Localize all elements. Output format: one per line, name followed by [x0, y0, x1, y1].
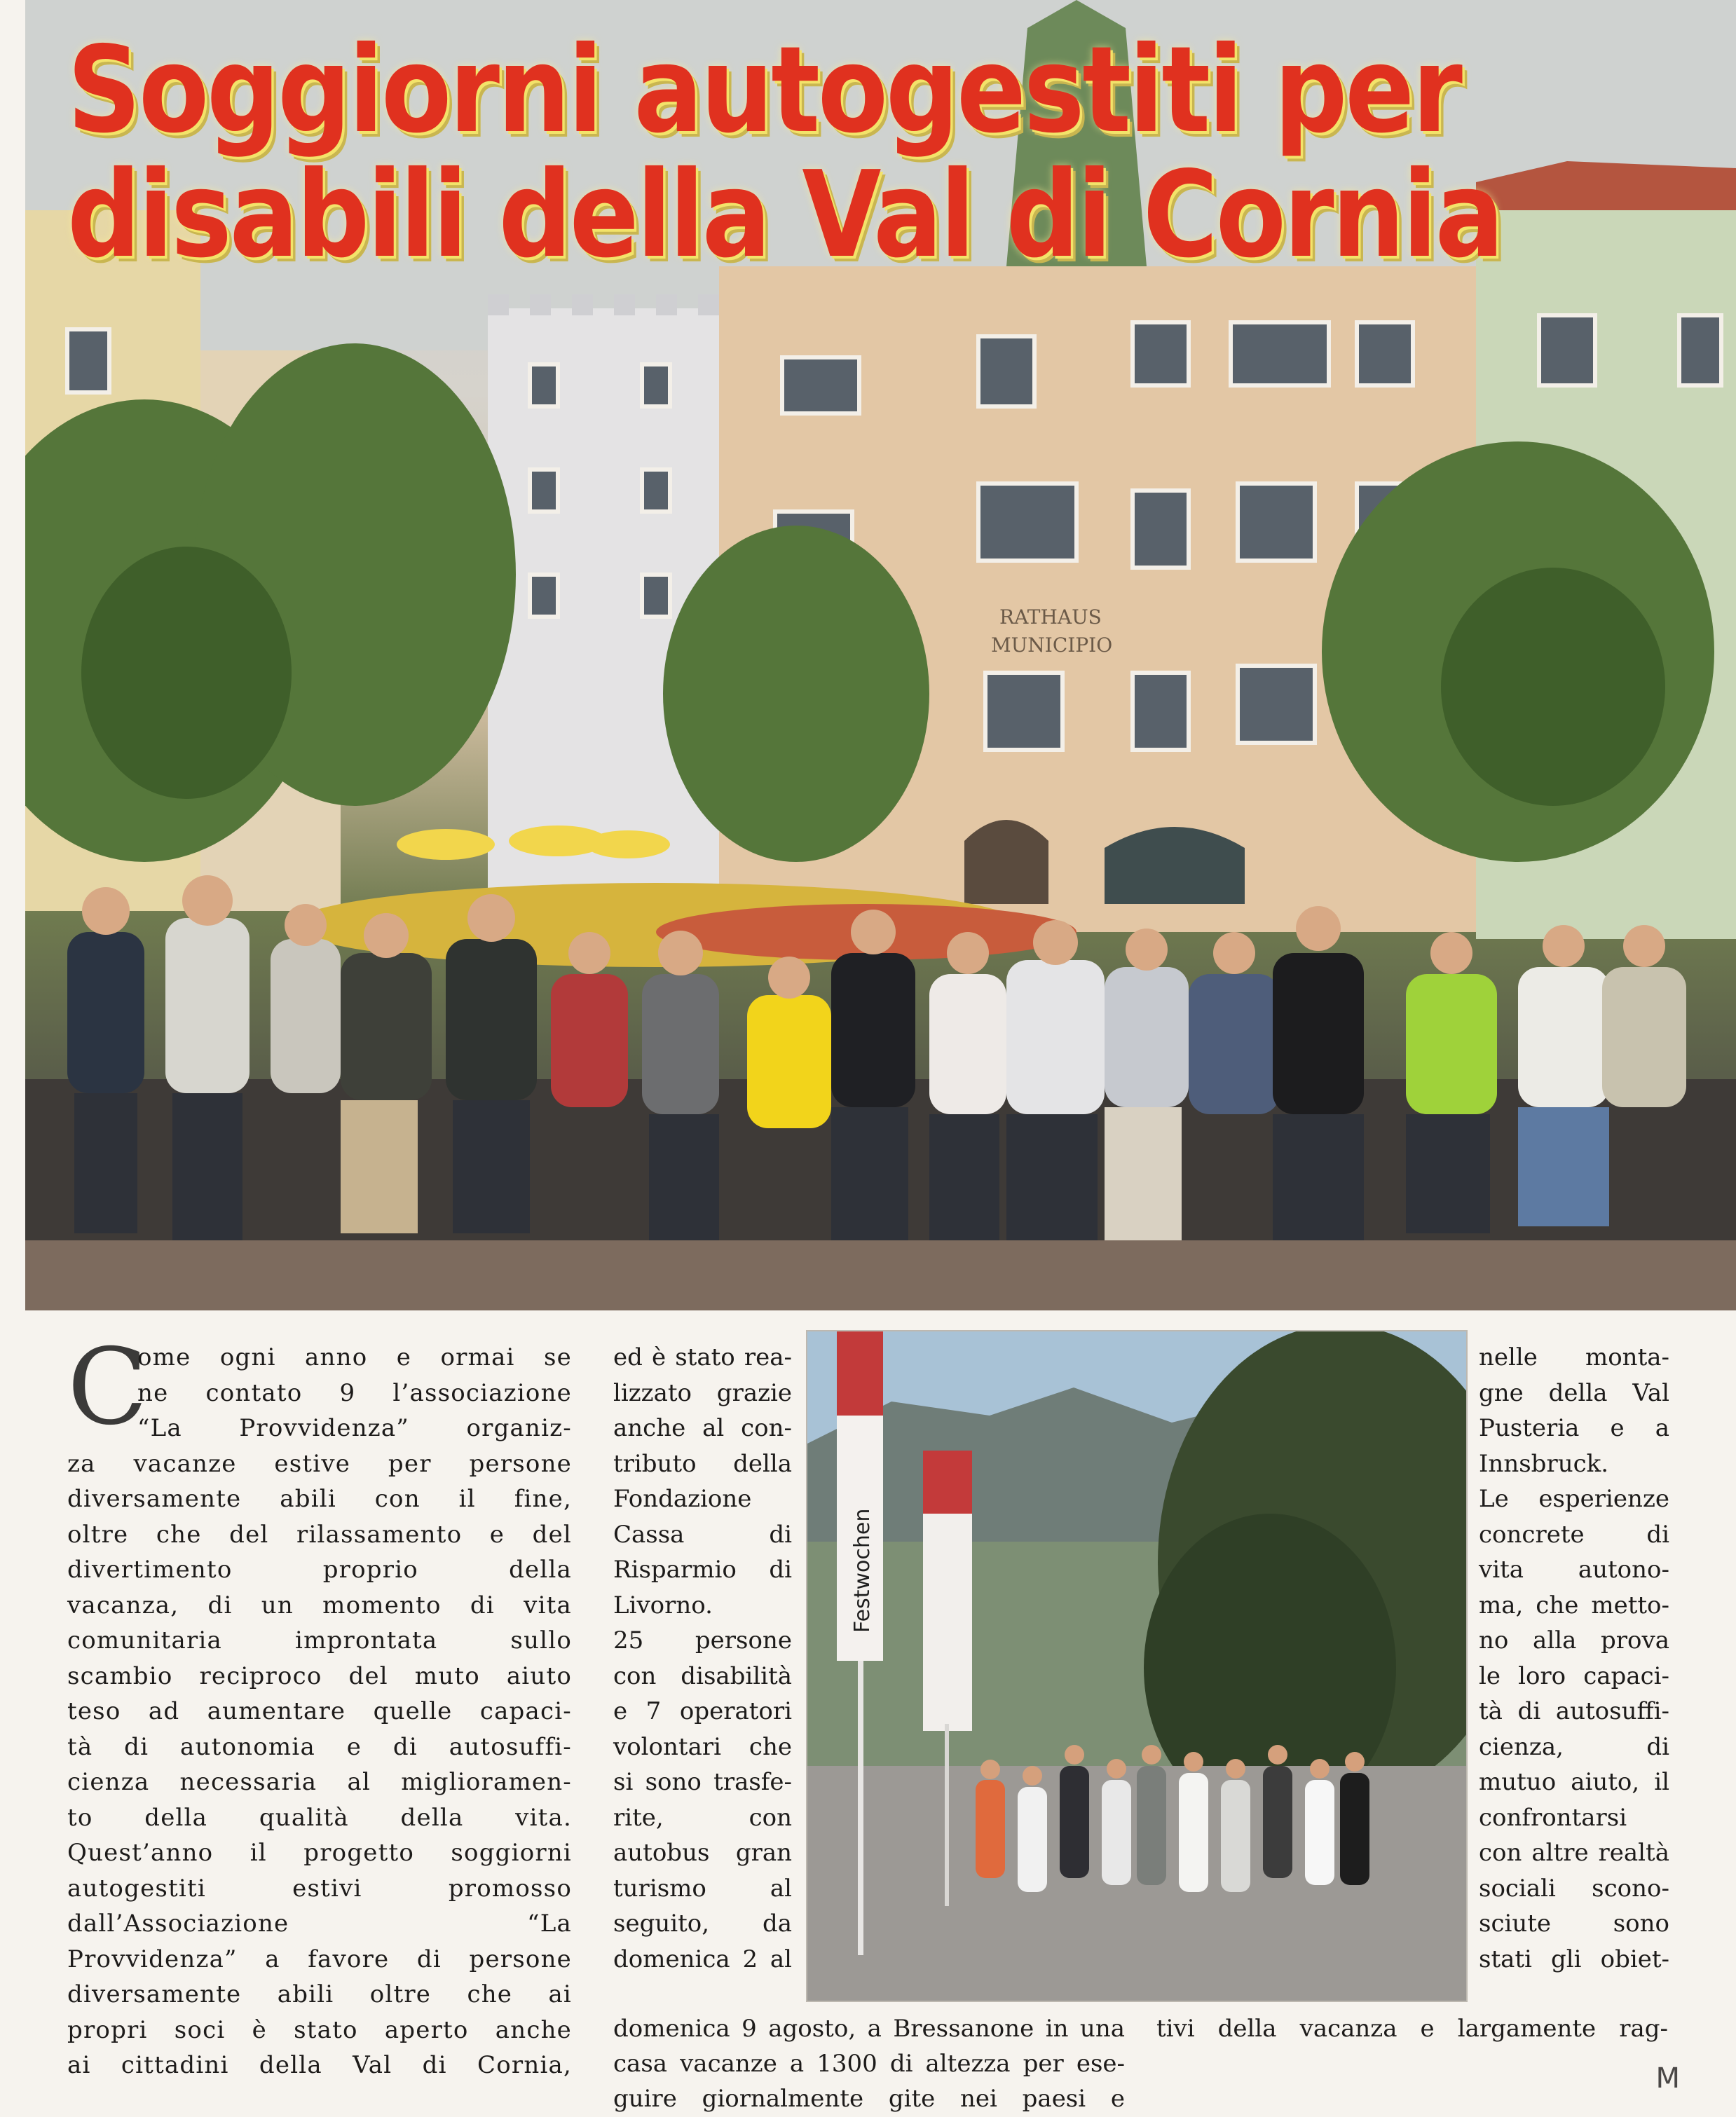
article-line: volontari che — [613, 1732, 792, 1761]
article-wide-line: tivi della vacanza e largamente rag- — [1156, 2015, 1668, 2043]
article-line: Le esperienze — [1479, 1485, 1669, 1513]
article-line: diversamente abili con il fine, — [67, 1485, 572, 1513]
hero-photo — [25, 0, 1736, 1310]
article-line: ne contato 9 l’associazione — [137, 1378, 572, 1407]
article-line: cienza, di — [1479, 1732, 1669, 1761]
article-line: no alla prova — [1479, 1626, 1669, 1654]
article-wide-line: domenica 9 agosto, a Bressanone in una — [613, 2015, 1125, 2043]
article-line: propri soci è stato aperto anche — [67, 2015, 572, 2044]
article-line: Innsbruck. — [1479, 1449, 1609, 1478]
article-line: seguito, da — [613, 1910, 792, 1938]
article-line: Pusteria e a — [1479, 1414, 1669, 1442]
article-line: diversamente abili oltre che ai — [67, 1980, 572, 2008]
article-line: autogestiti estivi promosso — [67, 1874, 572, 1903]
article-column-1 — [67, 1327, 572, 2083]
article-line: domenica 2 al — [613, 1945, 792, 1973]
article-line: con disabilità — [613, 1662, 792, 1690]
headline — [67, 21, 1502, 285]
article-column-2 — [613, 1340, 792, 1977]
article-line: le loro capaci- — [1479, 1662, 1669, 1690]
article-line: vita autono- — [1479, 1556, 1669, 1584]
article-line: ai cittadini della Val di Cornia, — [67, 2051, 572, 2079]
article-line: tà di autosuffi- — [1479, 1697, 1669, 1725]
article-line: ma, che metto- — [1479, 1591, 1669, 1619]
headline-line-2: disabili della Val di Cornia — [67, 146, 1502, 285]
article-line: Cassa di — [613, 1520, 792, 1549]
article-line: mutuo aiuto, il — [1479, 1768, 1669, 1796]
article-column-3 — [1479, 1340, 1669, 1977]
article-line: oltre che del rilassamento e del — [67, 1520, 572, 1549]
article-line: Fondazione — [613, 1485, 752, 1513]
article-line: nelle monta- — [1479, 1343, 1669, 1371]
headline-line-1: Soggiorni autogestiti per — [67, 21, 1461, 160]
article-line: divertimento proprio della — [67, 1556, 572, 1584]
festwochen-banner: Festwochen — [850, 1508, 875, 1633]
article-line: 25 persone — [613, 1626, 792, 1654]
article-line: ed è stato rea- — [613, 1343, 792, 1371]
article-line: teso ad aumentare quelle capaci- — [67, 1697, 572, 1725]
article-line: dall’Associazione “La — [67, 1910, 572, 1938]
article-line: ome ogni anno e ormai se — [137, 1343, 572, 1371]
article-line: confrontarsi — [1479, 1803, 1627, 1832]
article-wide-line: guire giornalmente gite nei paesi e — [613, 2085, 1125, 2113]
page-mark: M — [1655, 2062, 1680, 2095]
article-line: tà di autonomia e di autosuffi- — [67, 1732, 572, 1761]
article-body — [0, 1310, 1736, 2113]
article-line: Risparmio di — [613, 1556, 792, 1584]
article-line: lizzato grazie — [613, 1378, 792, 1407]
article-line: turismo al — [613, 1874, 792, 1903]
article-line: Livorno. — [613, 1591, 713, 1619]
article-line: comunitaria improntata sullo — [67, 1626, 572, 1654]
article-line: autobus gran — [613, 1839, 792, 1867]
article-line: vacanza, di un momento di vita — [67, 1591, 572, 1619]
drop-cap: C — [67, 1327, 149, 1448]
article-line: scambio reciproco del muto aiuto — [67, 1662, 572, 1690]
article-line: tributo della — [613, 1449, 792, 1478]
article-line: e 7 operatori — [613, 1697, 792, 1725]
inline-photo — [806, 1330, 1468, 2002]
article-line: Provvidenza” a favore di persone — [67, 1945, 572, 1973]
article-line: cienza necessaria al miglioramen- — [67, 1768, 572, 1796]
article-wide-line: casa vacanze a 1300 di altezza per ese- — [613, 2050, 1125, 2078]
article-line: sciute sono — [1479, 1910, 1669, 1938]
article-line: anche al con- — [613, 1414, 792, 1442]
article-line: gne della Val — [1479, 1378, 1669, 1407]
municipio-sign: MUNICIPIO — [991, 633, 1113, 657]
article-line: concrete di — [1479, 1520, 1669, 1549]
article-line: Quest’anno il progetto soggiorni — [67, 1839, 572, 1867]
article-line: si sono trasfe- — [613, 1768, 792, 1796]
article-line: sociali scono- — [1479, 1874, 1669, 1903]
article-line: to della qualità della vita. — [67, 1803, 572, 1832]
article-line: con altre realtà — [1479, 1839, 1669, 1867]
rathaus-sign: RATHAUS — [999, 605, 1102, 629]
article-line: stati gli obiet- — [1479, 1945, 1669, 1973]
article-line: rite, con — [613, 1803, 792, 1832]
article-line: “La Provvidenza” organiz- — [137, 1414, 572, 1442]
inline-photo-illustration — [807, 1331, 1466, 2001]
article-line: za vacanze estive per persone — [67, 1449, 572, 1478]
